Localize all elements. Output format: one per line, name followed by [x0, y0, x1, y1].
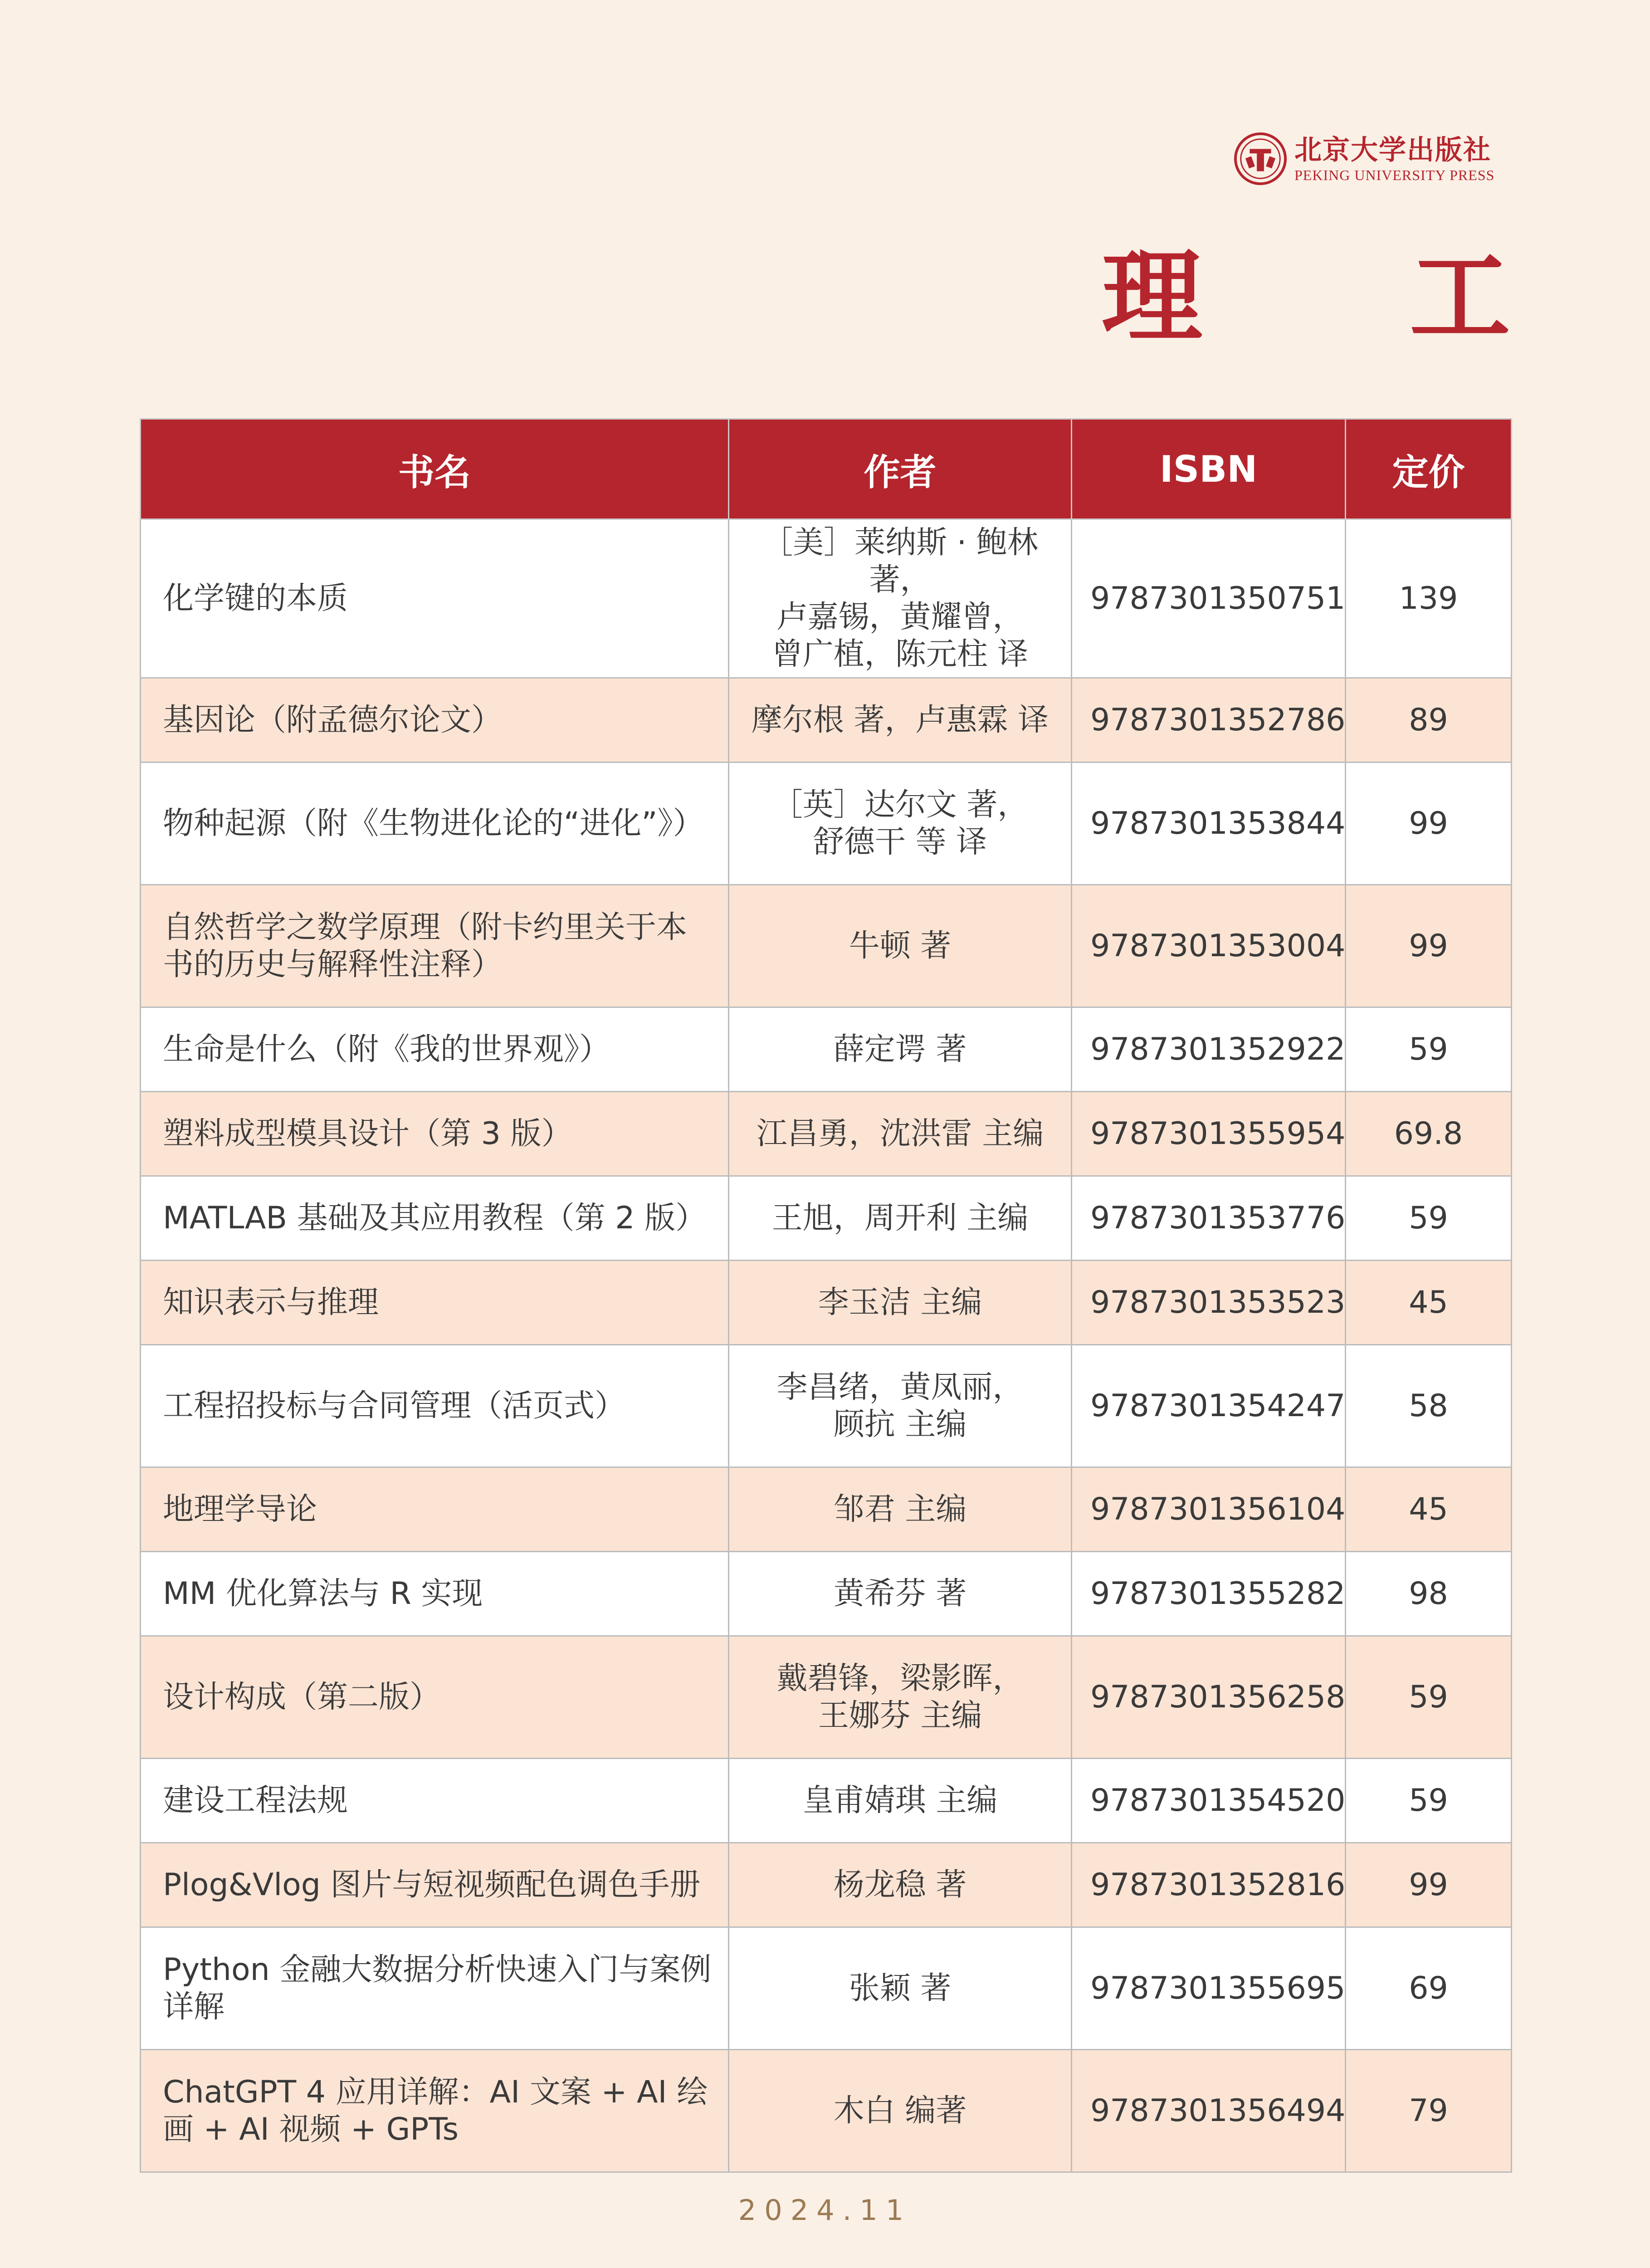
book-author-cell: 摩尔根 著，卢惠霖 译 — [729, 678, 1072, 763]
table-row — [141, 1092, 1512, 1176]
header-price: 定价 — [1346, 419, 1512, 519]
book-isbn-cell: 9787301355954 — [1072, 1092, 1346, 1176]
book-title-cell: 设计构成（第二版） — [141, 1636, 729, 1759]
book-isbn-cell: 9787301353004 — [1072, 885, 1346, 1007]
book-title-cell: 生命是什么（附《我的世界观》） — [141, 1007, 729, 1092]
table-row — [141, 1467, 1512, 1552]
book-price-cell: 45 — [1346, 1467, 1512, 1552]
book-author-cell: 牛顿 著 — [729, 885, 1072, 1007]
table-row — [141, 1007, 1512, 1092]
book-author-cell: 杨龙稳 著 — [729, 1843, 1072, 1927]
table-row — [141, 2050, 1512, 2172]
book-price-cell: 69.8 — [1346, 1092, 1512, 1176]
book-title-cell: ChatGPT 4 应用详解：AI 文案 + AI 绘画 + AI 视频 + GPTs — [141, 2050, 729, 2172]
publisher-name-cn: 北京大学出版社 — [1294, 134, 1491, 166]
book-author-cell: 皇甫婧琪 主编 — [729, 1759, 1072, 1843]
book-isbn-cell: 9787301352786 — [1072, 678, 1346, 763]
book-title-cell: 建设工程法规 — [141, 1759, 729, 1843]
table-row — [141, 678, 1512, 763]
table-row — [141, 763, 1512, 885]
book-author-cell: 黄希芬 著 — [729, 1552, 1072, 1636]
book-price-cell: 45 — [1346, 1261, 1512, 1345]
book-price-cell: 99 — [1346, 763, 1512, 885]
book-title-cell: 塑料成型模具设计（第 3 版） — [141, 1092, 729, 1176]
header-author: 作者 — [729, 419, 1072, 519]
book-title-cell: MM 优化算法与 R 实现 — [141, 1552, 729, 1636]
book-title-cell: 工程招投标与合同管理（活页式） — [141, 1345, 729, 1467]
publisher-name-en: PEKING UNIVERSITY PRESS — [1294, 167, 1495, 183]
book-author-cell: 王旭，周开利 主编 — [729, 1176, 1072, 1261]
book-price-cell: 139 — [1346, 519, 1512, 678]
table-header-row — [141, 419, 1512, 519]
book-author-cell: 木白 编著 — [729, 2050, 1072, 2172]
book-price-cell: 98 — [1346, 1552, 1512, 1636]
table-row — [141, 1759, 1512, 1843]
table-row — [141, 1927, 1512, 2050]
table-row — [141, 1843, 1512, 1927]
book-price-cell: 59 — [1346, 1759, 1512, 1843]
book-author-cell: 薛定谔 著 — [729, 1007, 1072, 1092]
table-row — [141, 519, 1512, 678]
book-title-cell: 自然哲学之数学原理（附卡约里关于本书的历史与解释性注释） — [141, 885, 729, 1007]
book-title-cell: Plog&Vlog 图片与短视频配色调色手册 — [141, 1843, 729, 1927]
issue-date: 2024.11 — [738, 2194, 912, 2227]
book-isbn-cell: 9787301354520 — [1072, 1759, 1346, 1843]
book-title-cell: 化学键的本质 — [141, 519, 729, 678]
book-price-cell: 99 — [1346, 885, 1512, 1007]
category-heading: 理 工 — [1101, 238, 1596, 356]
book-isbn-cell: 9787301356494 — [1072, 2050, 1346, 2172]
table-row — [141, 885, 1512, 1007]
table-row — [141, 1176, 1512, 1261]
book-author-cell: ［美］莱纳斯 · 鲍林 著， 卢嘉锡，黄耀曾， 曾广植，陈元柱 译 — [729, 519, 1072, 678]
university-seal-icon — [1234, 132, 1287, 186]
table-row — [141, 1636, 1512, 1759]
book-isbn-cell: 9787301353844 — [1072, 763, 1346, 885]
book-author-cell: 江昌勇，沈洪雷 主编 — [729, 1092, 1072, 1176]
book-price-cell: 89 — [1346, 678, 1512, 763]
header-isbn: ISBN — [1072, 419, 1346, 519]
book-price-cell: 59 — [1346, 1007, 1512, 1092]
book-author-cell: 戴碧锋，梁影晖， 王娜芬 主编 — [729, 1636, 1072, 1759]
book-title-cell: MATLAB 基础及其应用教程（第 2 版） — [141, 1176, 729, 1261]
book-price-cell: 79 — [1346, 2050, 1512, 2172]
publisher-logo — [1234, 129, 1515, 188]
table-row — [141, 1345, 1512, 1467]
book-title-cell: 基因论（附孟德尔论文） — [141, 678, 729, 763]
book-author-cell: 李玉洁 主编 — [729, 1261, 1072, 1345]
book-author-cell: ［英］达尔文 著， 舒德干 等 译 — [729, 763, 1072, 885]
book-price-cell: 69 — [1346, 1927, 1512, 2050]
book-title-cell: 地理学导论 — [141, 1467, 729, 1552]
book-isbn-cell: 9787301352922 — [1072, 1007, 1346, 1092]
book-isbn-cell: 9787301355695 — [1072, 1927, 1346, 2050]
book-author-cell: 李昌绪，黄凤丽， 顾抗 主编 — [729, 1345, 1072, 1467]
book-title-cell: 物种起源（附《生物进化论的“进化”》） — [141, 763, 729, 885]
book-isbn-cell: 9787301356258 — [1072, 1636, 1346, 1759]
book-price-cell: 99 — [1346, 1843, 1512, 1927]
book-isbn-cell: 9787301352816 — [1072, 1843, 1346, 1927]
book-table — [140, 418, 1512, 2173]
header-title: 书名 — [141, 419, 729, 519]
book-isbn-cell: 9787301353776 — [1072, 1176, 1346, 1261]
book-title-cell: Python 金融大数据分析快速入门与案例详解 — [141, 1927, 729, 2050]
table-row — [141, 1552, 1512, 1636]
book-title-cell: 知识表示与推理 — [141, 1261, 729, 1345]
book-isbn-cell: 9787301354247 — [1072, 1345, 1346, 1467]
book-isbn-cell: 9787301356104 — [1072, 1467, 1346, 1552]
book-isbn-cell: 9787301350751 — [1072, 519, 1346, 678]
book-price-cell: 59 — [1346, 1176, 1512, 1261]
table-row — [141, 1261, 1512, 1345]
book-isbn-cell: 9787301353523 — [1072, 1261, 1346, 1345]
book-isbn-cell: 9787301355282 — [1072, 1552, 1346, 1636]
book-author-cell: 邹君 主编 — [729, 1467, 1072, 1552]
book-price-cell: 58 — [1346, 1345, 1512, 1467]
book-author-cell: 张颖 著 — [729, 1927, 1072, 2050]
book-price-cell: 59 — [1346, 1636, 1512, 1759]
